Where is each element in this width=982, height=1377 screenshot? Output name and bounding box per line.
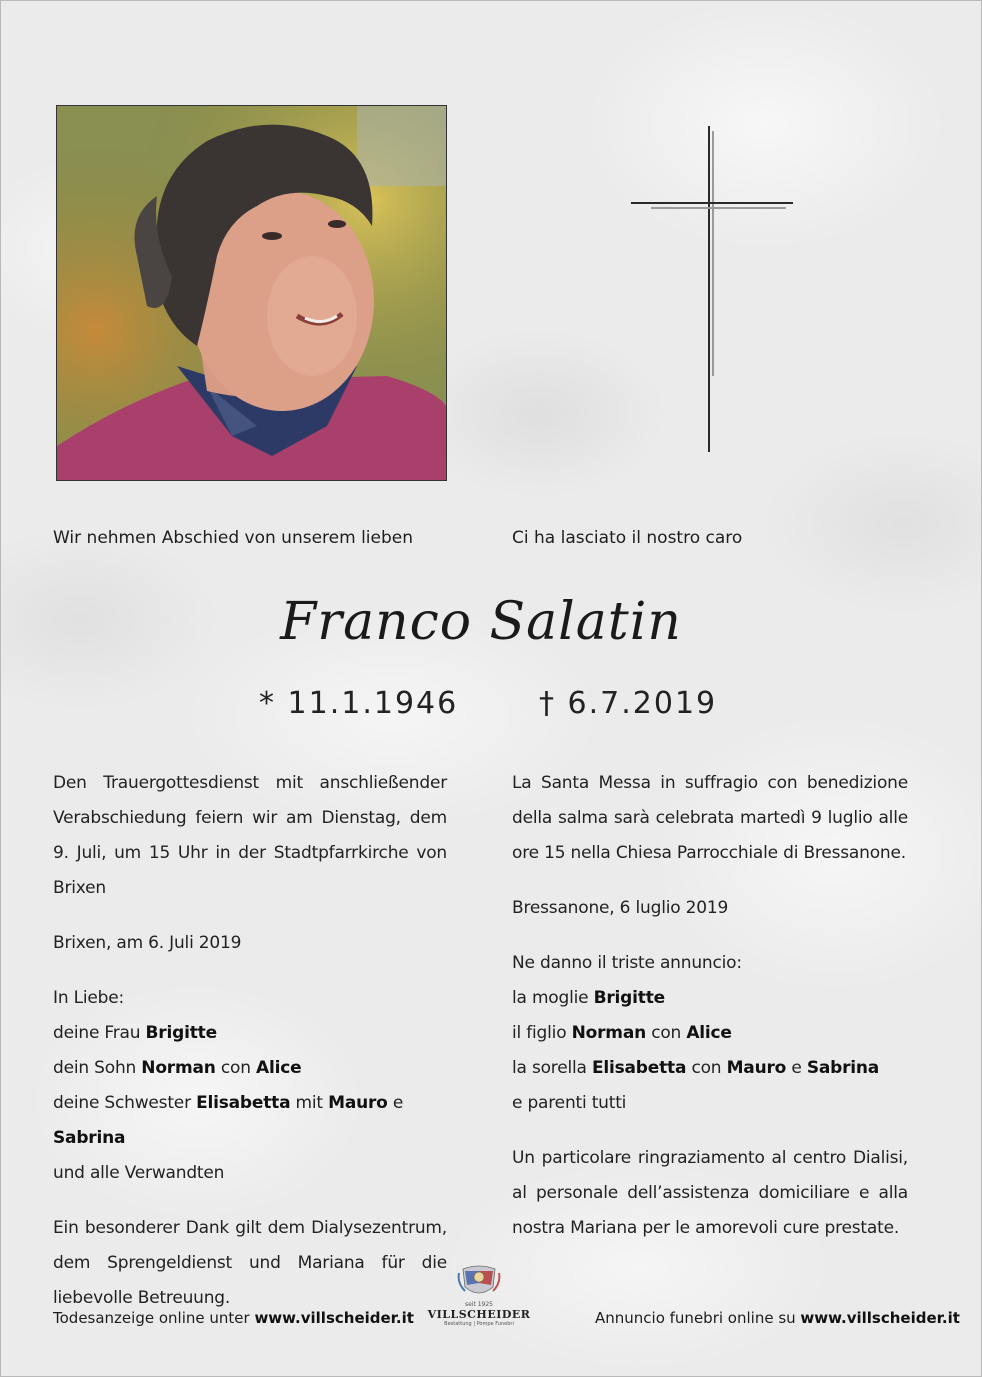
logo-since: seit 1925 xyxy=(464,1301,493,1308)
family-line: la sorella Elisabetta con Mauro e Sabrina xyxy=(512,1058,880,1078)
italian-place-date: Bressanone, 6 luglio 2019 xyxy=(512,898,729,918)
footer-german-link[interactable]: www.villscheider.it xyxy=(254,1309,414,1327)
footer-german-text: Todesanzeige online unter xyxy=(53,1309,255,1327)
german-love-heading: In Liebe: xyxy=(53,988,125,1008)
cross-icon xyxy=(631,126,793,452)
logo-brand: VILLSCHEIDER xyxy=(427,1308,531,1321)
german-column xyxy=(53,766,447,1316)
family-line: la moglie Brigitte xyxy=(512,988,665,1008)
german-place-date: Brixen, am 6. Juli 2019 xyxy=(53,933,242,953)
german-family-list xyxy=(53,1016,447,1191)
footer-german xyxy=(53,1303,414,1333)
death-date: † 6.7.2019 xyxy=(539,686,718,721)
german-thanks-text: Ein besonderer Dank gilt dem Dialysezentrum, dem Sprengeldienst und Mariana für die liebevolle Betreuung. xyxy=(53,1218,447,1308)
funeral-home-logo xyxy=(426,1263,532,1347)
portrait-photo xyxy=(56,105,447,481)
family-line: deine Schwester Elisabetta mit Mauro e Sabrina xyxy=(53,1093,404,1148)
logo-subtitle: Bestattung | Pompe Funebri xyxy=(444,1321,514,1327)
family-line: il figlio Norman con Alice xyxy=(512,1023,732,1043)
italian-thanks-text: Un particolare ringraziamento al centro Dialisi, al personale dell’assistenza domiciliare e alla nostra Mariana per le amorevoli cure prestate. xyxy=(512,1148,908,1238)
family-line: dein Sohn Norman con Alice xyxy=(53,1058,302,1078)
italian-service-text: La Santa Messa in suffragio con benedizione della salma sarà celebrata martedì 9 luglio alle ore 15 nella Chiesa Parrocchiale di Bressanone. xyxy=(512,773,908,863)
coat-of-arms-icon xyxy=(457,1263,501,1301)
family-line: deine Frau Brigitte xyxy=(53,1023,217,1043)
family-line: und alle Verwandten xyxy=(53,1163,225,1183)
birth-date: * 11.1.1946 xyxy=(259,686,459,721)
footer-italian xyxy=(595,1303,960,1333)
intro-german: Wir nehmen Abschied von unserem lieben xyxy=(53,528,414,548)
intro-italian: Ci ha lasciato il nostro caro xyxy=(512,528,743,548)
footer-italian-link[interactable]: www.villscheider.it xyxy=(800,1309,960,1327)
family-line: e parenti tutti xyxy=(512,1093,627,1113)
footer-italian-text: Annuncio funebri online su xyxy=(595,1309,801,1327)
italian-family-list xyxy=(512,981,908,1121)
german-service-text: Den Trauergottesdienst mit anschließender Verabschiedung feiern wir am Dienstag, dem 9. Juli, um 15 Uhr in der Stadtpfarrkirche von Brixen xyxy=(53,773,447,898)
italian-love-heading: Ne danno il triste annuncio: xyxy=(512,953,742,973)
italian-column xyxy=(512,766,908,1246)
deceased-name: Franco Salatin xyxy=(280,592,682,652)
